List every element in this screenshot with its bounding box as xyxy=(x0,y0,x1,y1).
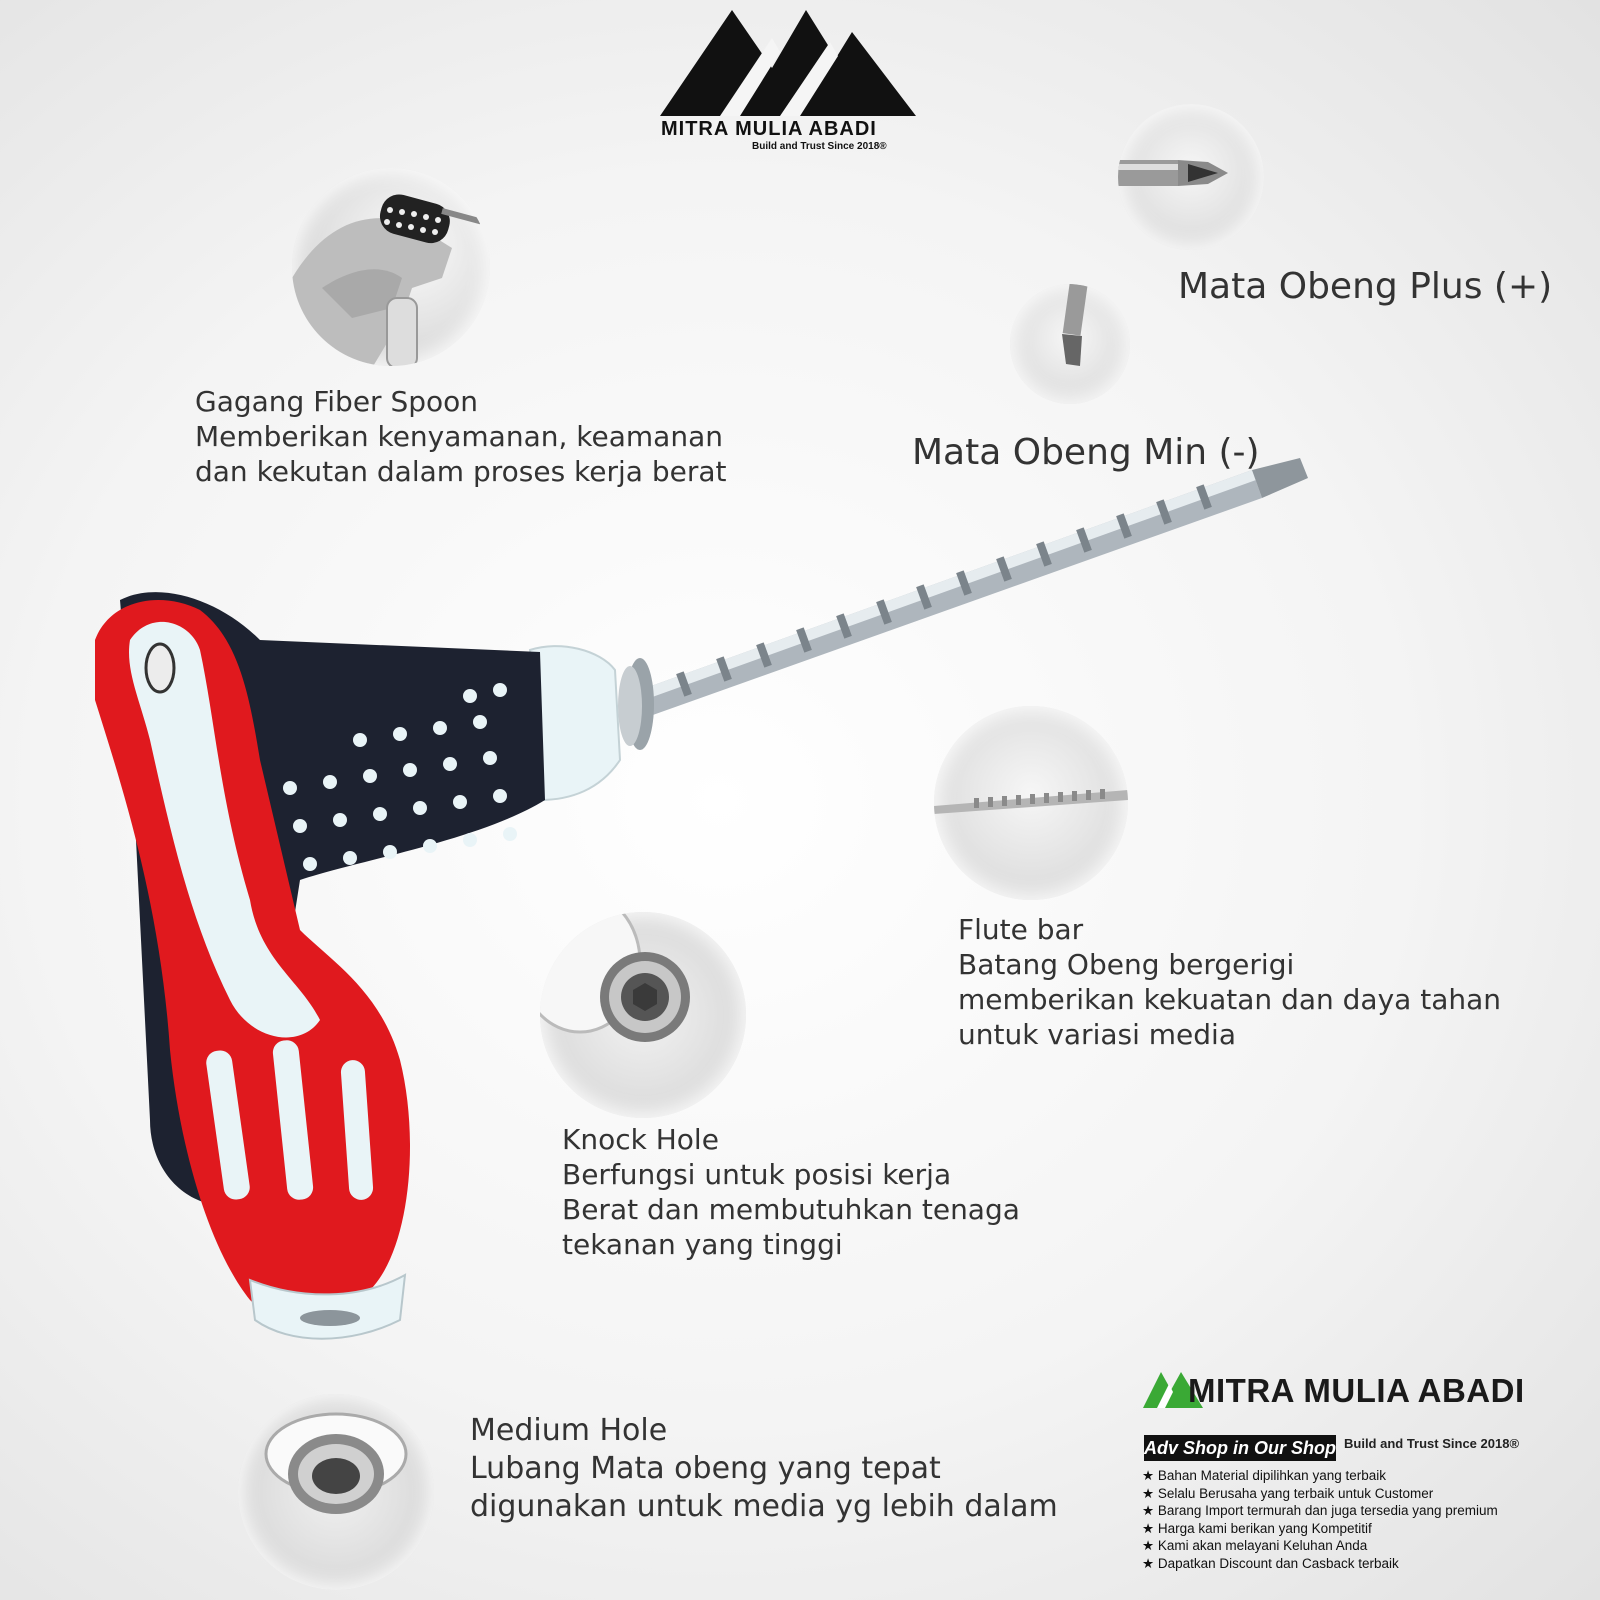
brand-tagline-top: Build and Trust Since 2018® xyxy=(752,141,887,152)
grip-line2: dan kekutan dalam proses kerja berat xyxy=(195,455,727,488)
flute-line2: memberikan kekuatan dan daya tahan xyxy=(958,983,1502,1016)
list-item: ★ Dapatkan Discount dan Casback terbaik xyxy=(1142,1555,1399,1571)
list-item: ★ Barang Import termurah dan juga tersedia yang premium xyxy=(1142,1503,1498,1518)
list-item: ★ Bahan Material dipilihkan yang terbaik xyxy=(1142,1468,1386,1483)
flute-title: Flute bar xyxy=(958,913,1084,946)
hang-hole xyxy=(146,644,174,692)
knock-title: Knock Hole xyxy=(562,1123,719,1156)
medium-line2: digunakan untuk media yg lebih dalam xyxy=(470,1489,1058,1524)
brand-name-top: MITRA MULIA ABADI xyxy=(661,118,877,140)
minus-bit-label: Mata Obeng Min (-) xyxy=(912,432,1260,473)
brand-name-bottom: MITRA MULIA ABADI xyxy=(1188,1372,1525,1409)
knock-line2: Berat dan membutuhkan tenaga xyxy=(562,1193,1020,1226)
brand-tagline-bottom: Build and Trust Since 2018® xyxy=(1344,1436,1520,1451)
medium-title: Medium Hole xyxy=(470,1413,668,1448)
feature-list xyxy=(1142,1467,1498,1572)
knock-line3: tekanan yang tinggi xyxy=(562,1228,843,1261)
adv-shop-badge: Adv Shop in Our Shop xyxy=(1144,1435,1336,1461)
fluted-shaft xyxy=(640,458,1308,716)
grip-line1: Memberikan kenyamanan, keamanan xyxy=(195,420,723,453)
grip-title: Gagang Fiber Spoon xyxy=(195,385,479,418)
knock-line1: Berfungsi untuk posisi kerja xyxy=(562,1158,952,1191)
list-item: ★ Selalu Berusaha yang terbaik untuk Customer xyxy=(1142,1485,1434,1501)
flute-line1: Batang Obeng bergerigi xyxy=(958,948,1295,981)
medium-line1: Lubang Mata obeng yang tepat xyxy=(470,1451,941,1486)
list-item: ★ Kami akan melayani Keluhan Anda xyxy=(1142,1538,1368,1553)
plus-bit-label: Mata Obeng Plus (+) xyxy=(1178,266,1553,307)
list-item: ★ Harga kami berikan yang Kompetitif xyxy=(1142,1520,1372,1536)
flute-line3: untuk variasi media xyxy=(958,1018,1236,1051)
